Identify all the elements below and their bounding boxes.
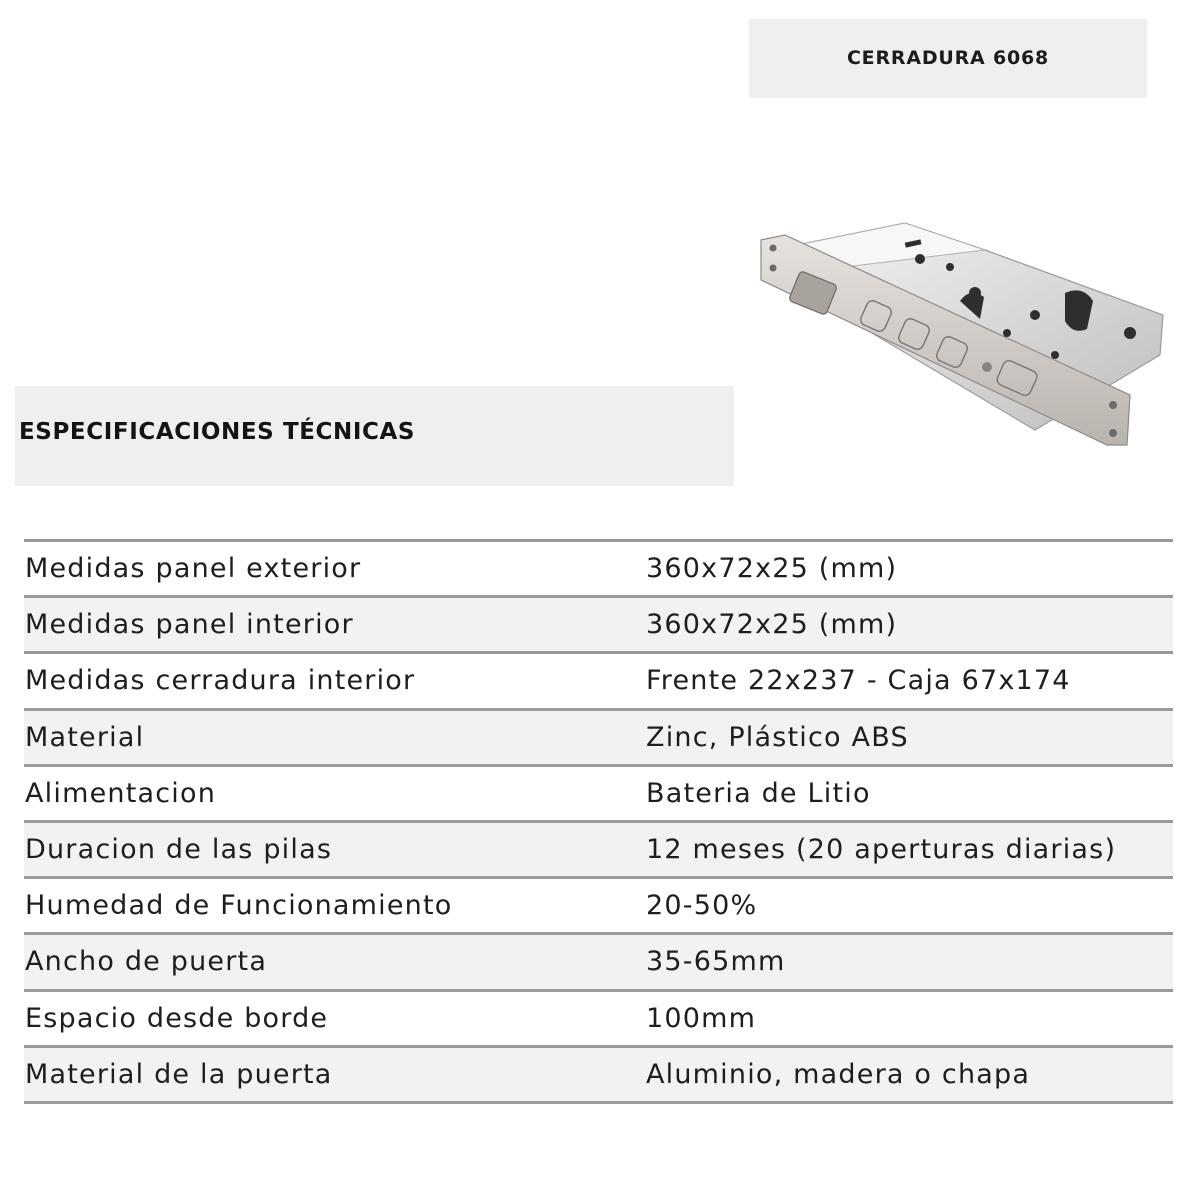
spec-value: 12 meses (20 aperturas diarias) [646, 834, 1117, 866]
spec-label: Medidas panel exterior [25, 553, 362, 585]
spec-row [24, 992, 1173, 1048]
spec-label: Material de la puerta [25, 1058, 333, 1090]
spec-row [24, 654, 1173, 710]
spec-value: Aluminio, madera o chapa [646, 1058, 1031, 1090]
spec-label: Ancho de puerta [25, 946, 268, 978]
spec-label: Material [25, 721, 145, 753]
spec-value: Zinc, Plástico ABS [646, 721, 909, 753]
spec-row [24, 542, 1173, 598]
spec-row [24, 823, 1173, 879]
spec-label: Medidas panel interior [25, 609, 354, 641]
spec-value: 20-50% [646, 890, 758, 922]
spec-value: 360x72x25 (mm) [646, 553, 898, 585]
spec-value: 100mm [646, 1002, 757, 1034]
specs-heading: ESPECIFICACIONES TÉCNICAS [19, 419, 416, 445]
mortise-lock-image [735, 205, 1165, 470]
spec-label: Humedad de Funcionamiento [25, 890, 453, 922]
spec-value: Bateria de Litio [646, 777, 871, 809]
specs-section-header [15, 386, 734, 486]
specs-table [24, 539, 1173, 1104]
spec-row [24, 879, 1173, 935]
spec-row [24, 598, 1173, 654]
spec-row [24, 935, 1173, 991]
product-title: CERRADURA 6068 [846, 46, 1050, 69]
spec-value: Frente 22x237 - Caja 67x174 [646, 665, 1071, 697]
spec-label: Duracion de las pilas [25, 834, 333, 866]
spec-label: Medidas cerradura interior [25, 665, 416, 697]
spec-row [24, 1048, 1173, 1104]
spec-label: Alimentacion [25, 777, 217, 809]
spec-row [24, 767, 1173, 823]
spec-label: Espacio desde borde [25, 1002, 329, 1034]
spec-row [24, 711, 1173, 767]
product-title-tab [749, 19, 1147, 98]
spec-value: 360x72x25 (mm) [646, 609, 898, 641]
spec-value: 35-65mm [646, 946, 786, 978]
